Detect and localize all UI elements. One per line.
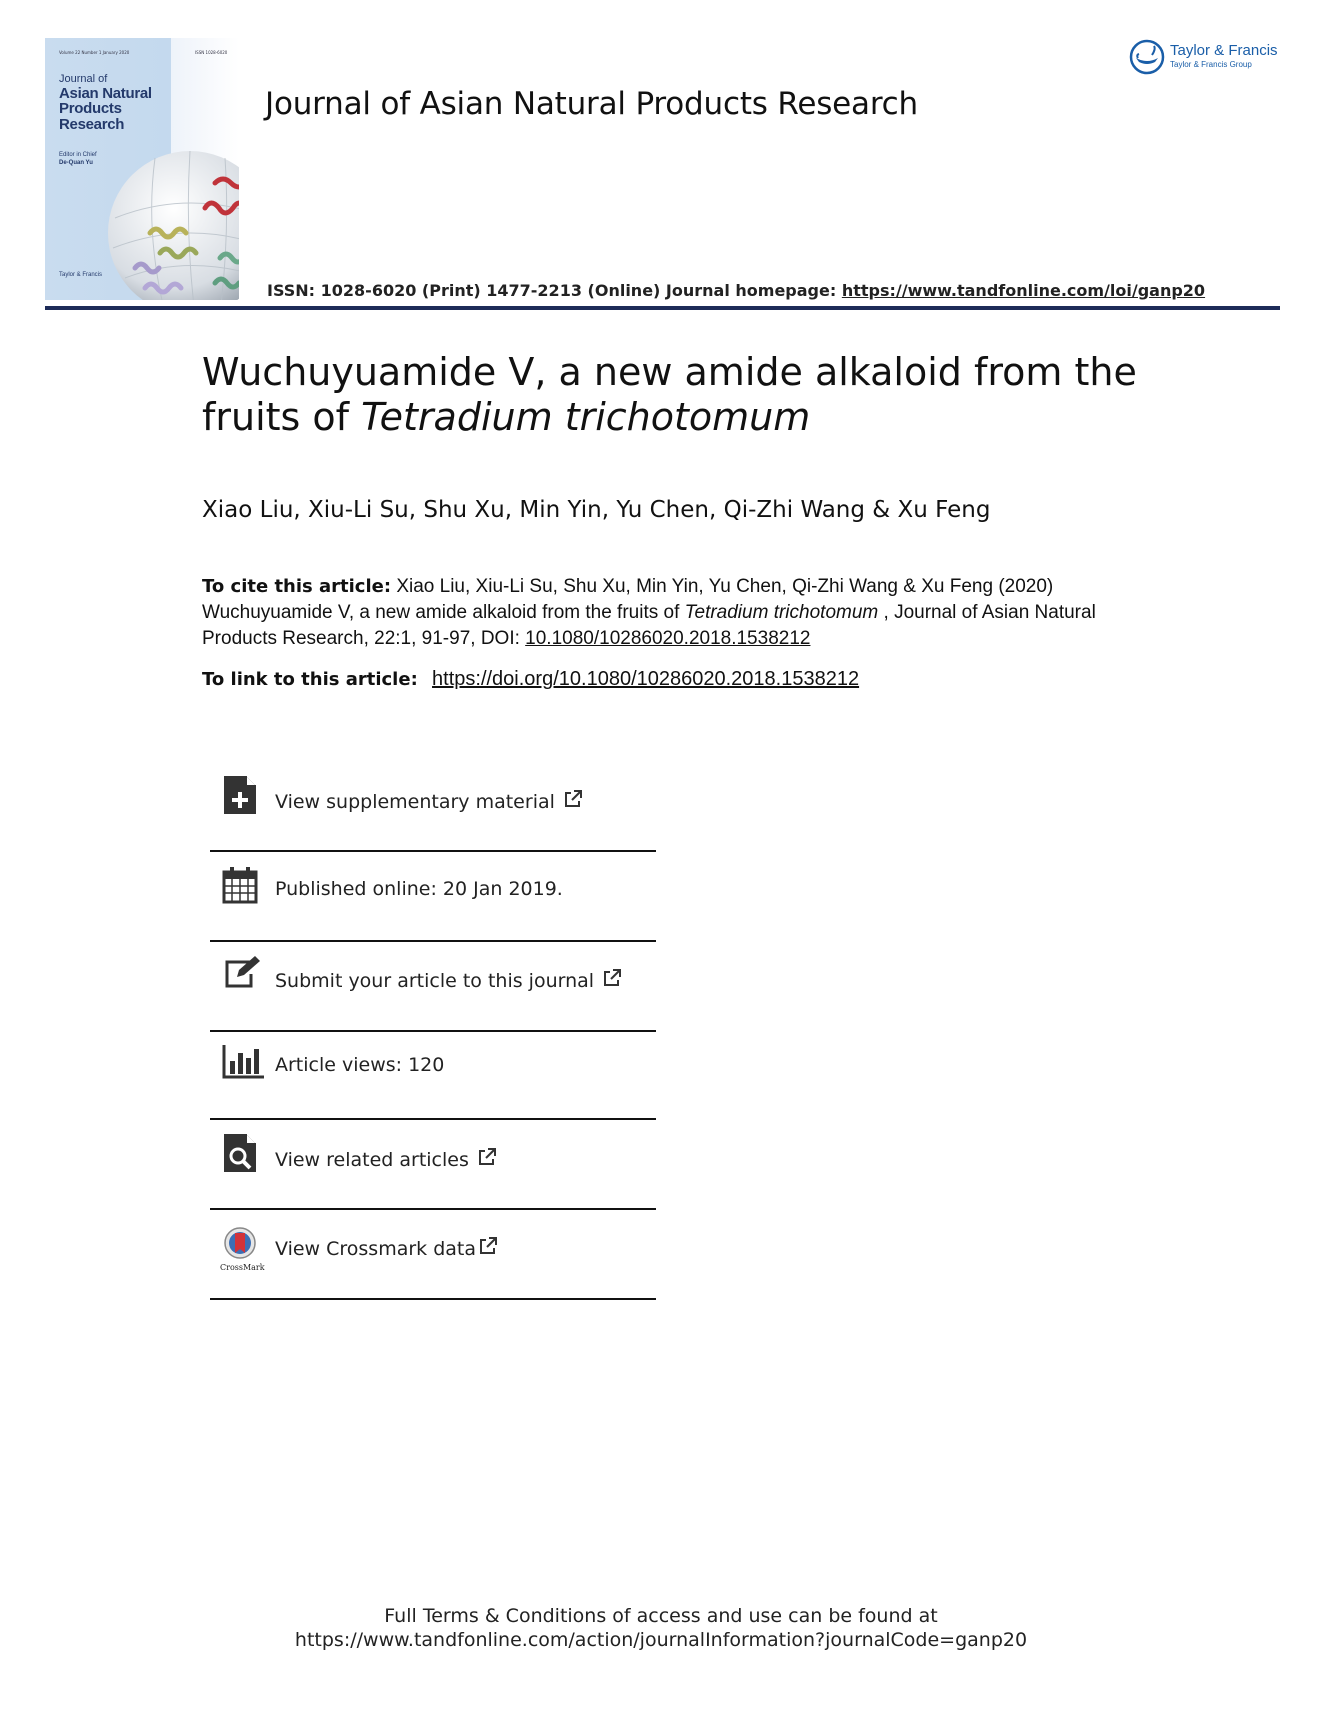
cite-label: To cite this article: <box>202 576 392 597</box>
bar-chart-icon <box>222 1045 264 1079</box>
publisher-group: Taylor & Francis Group <box>1170 60 1252 69</box>
lamp-icon <box>1128 38 1166 76</box>
supplementary-row[interactable] <box>210 766 656 852</box>
cover-editor-label: Editor in Chief <box>59 152 97 158</box>
journal-homepage-link[interactable]: https://www.tandfonline.com/loi/ganp20 <box>841 281 1206 300</box>
link-label: To link to this article: <box>202 669 425 690</box>
header-rule <box>45 306 1280 310</box>
article-doi-url[interactable]: https://doi.org/10.1080/10286020.2018.1538212 <box>432 668 860 690</box>
issn-line <box>267 281 1205 300</box>
publisher-name: Taylor & Francis <box>1170 42 1278 59</box>
crossmark-row[interactable] <box>210 1210 656 1300</box>
cover-editor <box>59 152 97 168</box>
cite-text-part1: Xiao Liu, Xiu-Li Su, Shu Xu, Min Yin, Yu Chen, Qi-Zhi Wang & Xu Feng (2020) Wuchuyuamide V, a new amide alkaloid from the fruits of <box>202 576 1054 623</box>
external-link-icon <box>478 1236 498 1256</box>
external-link-icon <box>563 789 583 809</box>
supplementary-row-text <box>275 789 583 813</box>
article-views-row <box>210 1032 656 1120</box>
article-authors: Xiao Liu, Xiu-Li Su, Shu Xu, Min Yin, Yu Chen, Qi-Zhi Wang & Xu Feng <box>202 497 991 523</box>
external-link-icon <box>477 1147 497 1167</box>
cite-text-part2: , Journal of Asian Natural Products Research, 22:1, 91-97, DOI: <box>202 602 1096 649</box>
footer-terms-url[interactable]: https://www.tandfonline.com/action/journalInformation?journalCode=ganp20 <box>294 1629 1028 1651</box>
citation-block <box>202 574 1162 652</box>
protein-globe-illustration <box>105 138 239 300</box>
footer-line1: Full Terms & Conditions of access and use can be found at <box>384 1605 938 1627</box>
article-title-main: Wuchuyuamide V, a new amide alkaloid from the fruits of <box>202 350 1137 439</box>
crossmark-logo-text: CrossMark <box>220 1263 265 1272</box>
cite-species: Tetradium trichotomum <box>684 602 879 623</box>
related-articles-row[interactable] <box>210 1120 656 1210</box>
external-link-icon <box>602 968 622 988</box>
submit-article-row[interactable] <box>210 942 656 1032</box>
file-plus-icon <box>222 774 258 816</box>
calendar-icon <box>222 866 258 904</box>
related-row-text <box>275 1147 497 1171</box>
cover-title <box>59 74 169 133</box>
issn-text: ISSN: 1028-6020 (Print) 1477-2213 (Online) Journal homepage: <box>267 281 842 300</box>
journal-cover-image <box>45 38 239 300</box>
submit-row-text <box>275 968 622 992</box>
cover-title-big: Asian Natural Products Research <box>59 84 152 134</box>
published-online-label: Published online: 20 Jan 2019. <box>275 878 563 900</box>
edit-icon <box>222 954 262 990</box>
crossmark-logo <box>220 1226 265 1272</box>
cover-publisher: Taylor & Francis <box>59 272 103 278</box>
terms-footer <box>0 1604 1322 1652</box>
article-views-label: Article views: 120 <box>275 1054 445 1076</box>
taylor-francis-logo[interactable] <box>1128 38 1280 78</box>
cover-issn-line: ISSN 1028-6020 <box>195 50 228 55</box>
cover-volume-line: Volume 22 Number 1 January 2020 <box>59 50 130 55</box>
crossmark-label: View Crossmark data <box>275 1238 477 1260</box>
supplementary-label: View supplementary material <box>275 791 555 813</box>
cite-doi-link[interactable]: 10.1080/10286020.2018.1538212 <box>525 628 811 649</box>
published-online-row <box>210 852 656 942</box>
article-title-species: Tetradium trichotomum <box>361 395 811 439</box>
cover-title-small: Journal of <box>59 73 108 85</box>
article-title <box>202 350 1162 440</box>
file-search-icon <box>222 1132 258 1174</box>
cover-editor-name: De-Quan Yu <box>59 159 93 166</box>
submit-label: Submit your article to this journal <box>275 970 595 992</box>
journal-name: Journal of Asian Natural Products Research <box>265 86 918 122</box>
crossmark-row-text <box>275 1236 498 1260</box>
related-label: View related articles <box>275 1149 469 1171</box>
article-link-line <box>202 668 859 691</box>
crossmark-icon <box>220 1226 260 1260</box>
